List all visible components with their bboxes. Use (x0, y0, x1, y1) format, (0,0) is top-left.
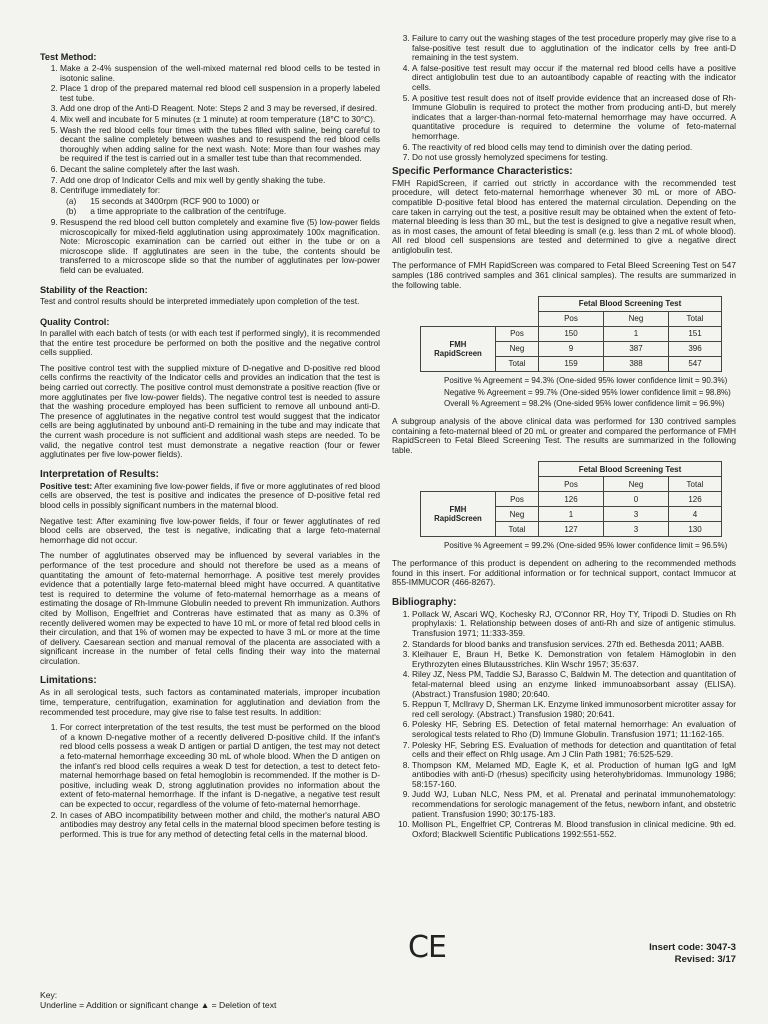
table-cell: 396 (669, 342, 722, 357)
bibliography-item: 10. Mollison PL, Engelfriet CP, Contreras M. Blood transfusion in clinical medicine. 9th ed. Oxford; Blackwell Scientific Publications 1992:551-552. (412, 820, 736, 839)
limitations-list-left (40, 723, 380, 839)
table-cell: 387 (604, 342, 669, 357)
bibliography-item: 3. Kleihauer E, Braun H, Betke K. Demonstration von fetalem Hämoglobin in den Erythrozyten eines Blutausstriches. Klin Wschr 1957; 35:637. (412, 650, 736, 669)
column-header: Pos (539, 312, 604, 327)
column-header: Total (669, 477, 722, 492)
row-label: Pos (496, 492, 539, 507)
key-title: Key: (40, 990, 58, 1000)
negative-test-text: After examining five low-power fields, if four or fewer agglutinates of red blood cells are observed, the test is negative, indicating that a large feto-maternal hemorrhage did not occur. (40, 515, 380, 545)
left-column (40, 52, 380, 843)
column-header: Neg (604, 477, 669, 492)
row-label: Neg (496, 342, 539, 357)
bibliography-item: 4. Riley JZ, Ness PM, Taddie SJ, Barasso C, Baldwin M. The detection and quantitation of fetal-maternal bleed using an enzyme linked immunoabsorbant assay (ELISA). (Abstract.) Transfusion 1980; 20:640. (412, 670, 736, 699)
agreement-stat: Negative % Agreement = 99.7% (One-sided 95% lower confidence limit = 98.8%) (444, 387, 731, 397)
table-cell: 130 (669, 522, 722, 537)
table-row (421, 492, 722, 507)
row-group-label: FMH RapidScreen (421, 327, 496, 372)
table-cell: 547 (669, 357, 722, 372)
test-method-steps (40, 64, 380, 275)
stability-text: Test and control results should be interpreted immediately upon completion of the test. (40, 296, 360, 307)
test-step: 1. Make a 2-4% suspension of the well-mixed maternal red blood cells to be tested in isotonic saline. (60, 64, 380, 83)
centrifuge-options (60, 197, 380, 217)
limitation-item: 3. Failure to carry out the washing stages of the test procedure properly may give rise to a false-positive test result due to agglutination of the indicator cells by free anti-D remaining in the test system. (412, 34, 736, 63)
bibliography-item: 7. Polesky HF, Sebring ES. Evaluation of methods for detection and quantitation of fetal cells and their effect on RhIg usage. Am J Clin Path 1981; 76:525-529. (412, 741, 736, 760)
performance-paragraph: A subgroup analysis of the above clinical data was performed for 130 contrived samples containing a feto-maternal bleed of 20 mL or greater and compared the performance of FMH RapidScreen to Fetal Bleed Screening Test. The results are summarized in the following table. (392, 416, 736, 455)
table-cell: 126 (669, 492, 722, 507)
column-header: Pos (539, 477, 604, 492)
test-step: 7. Add one drop of Indicator Cells and mix well by gently shaking the tube. (60, 176, 380, 186)
bibliography-item: 5. Reppun T, McIlravy D, Sherman LK. Enzyme linked immunosorbent microtiter assay for red cell serology. (Abstract.) Transfusion 1980; 20:641. (412, 700, 736, 719)
table-cell: 9 (539, 342, 604, 357)
test-step-text: Centrifuge immediately for: (60, 185, 161, 196)
limitations-intro: As in all serological tests, such factors as contaminated materials, improper incubation time, temperature, centrifugation, examination for agglutination and deviation from the recommended test procedure, may give rise to false test results. In addition: (40, 687, 380, 717)
agreement-stat: Positive % Agreement = 99.2% (One-sided 95% lower confidence limit = 96.5%) (444, 541, 728, 551)
row-label: Neg (496, 507, 539, 522)
table-cell: 4 (669, 507, 722, 522)
positive-test-paragraph (40, 482, 380, 511)
test-step: 6. Decant the saline completely after the last wash. (60, 165, 380, 175)
interpretation-paragraph: The number of agglutinates observed may be influenced by several variables in the performance of the test procedure and should not therefore be used as a means of quantitating the amount of feto-maternal hemorrhage. A positive test merely provides evidence that a potentially large feto-maternal bleed might have occurred. A quantitative test is required to determine the volume of feto-maternal hemorrhage as a means of estimating the dosage of Rh-Immune Globulin needed to prevent Rh immunization. Authors cited by Mollison, Engelfriet and Contreras have estimated that as many as 0.3% of recently delivered women may be expected to have 10 mL or more of fetal red blood cells in their circulation, and that 1% of women may be expected to have 3 mL or more at the time of delivery. Caesarean section and manual removal of the placenta are associated with a significant increase in the number of fetal cells finding their way into the maternal circulation. (40, 550, 380, 666)
limitations-heading: Limitations: (40, 675, 97, 687)
insert-info (649, 942, 736, 966)
centrifuge-option (66, 197, 380, 207)
bibliography-item: 8. Thompson KM, Melamed MD, Eagle K, et al. Production of human IgG and IgM antibodies with anti-D (rhesus) specificity using heterohybridomas. Immunology 1986; 58:157-160. (412, 761, 736, 790)
table-cell: 150 (539, 327, 604, 342)
bibliography-item: 9. Judd WJ, Luban NLC, Ness PM, et al. Prenatal and perinatal immunohematology: recommendations for serologic management of the fetus, newborn infant, and obstetric patient. Transfusion 1990; 30:175-183. (412, 790, 736, 819)
limitation-item: 6. The reactivity of red blood cells may tend to diminish over the dating period. (412, 143, 736, 153)
quality-control-heading: Quality Control: (40, 317, 110, 328)
ce-mark: CE (408, 930, 446, 965)
revision-date: Revised: 3/17 (674, 954, 736, 965)
limitation-item: 4. A false-positive test result may occur if the maternal red blood cells have a positive direct antiglobulin test due to an autoantibody capable of reacting with the indicator cells. (412, 64, 736, 93)
table-cell: 0 (604, 492, 669, 507)
row-group-label: FMH RapidScreen (421, 492, 496, 537)
bibliography-item: 2. Standards for blood banks and transfusion services. 27th ed. Bethesda 2011; AABB. (412, 640, 736, 650)
table-title: Fetal Blood Screening Test (539, 462, 722, 477)
table-cell: 151 (669, 327, 722, 342)
table-cell: 126 (539, 492, 604, 507)
test-step: 3. Add one drop of the Anti-D Reagent. Note: Steps 2 and 3 may be reversed, if desired. (60, 104, 380, 114)
column-header: Neg (604, 312, 669, 327)
test-step (60, 186, 380, 217)
centrifuge-option (66, 207, 380, 217)
positive-test-text: After examining five low-power fields, if five or more agglutinates of red blood cells are observed, the test is positive and indicates the presence of D-positive fetal red blood cells in possibly significant numbers in the maternal blood. (40, 480, 380, 510)
results-table-1 (420, 296, 722, 372)
table-cell: 127 (539, 522, 604, 537)
option-text: 15 seconds at 3400rpm (RCF 900 to 1000) or (90, 195, 260, 206)
results-table-1-wrapper (420, 296, 736, 372)
interpretation-heading: Interpretation of Results: (40, 468, 159, 480)
table-cell: 1 (604, 327, 669, 342)
limitation-item: 1. For correct interpretation of the test results, the test must be performed on the blood of a known D-negative mother of a recently delivered D-positive child. If the infant's red blood cells possess a weak D antigen or partial D antigen, the test may not detect a feto-maternal hemorrhage exceeding 30 mL of whole blood. When the D antigen on the infant's red blood cells requires a weak D test for detection, a test to detect feto-maternal hemorrhage based on fetal hemoglobin is recommended. If the mother is D-positive, including weak D, strong agglutination provides no information about the extent of feto-maternal hemorrhage. If the infant is D-negative, a negative test result can be expected to occur, regardless of the volume of feto-maternal hemorrhage. (60, 723, 380, 809)
option-text: a time appropriate to the calibration of the centrifuge. (90, 206, 287, 217)
bibliography-item: 1. Pollack W, Ascari WQ, Kochesky RJ, O'Connor RR, Hoy TY, Tripodi D. Studies on Rh prophylaxis: 1. Relationship between doses of anti-Rh and size of antigenic stimulus. Transfusion 1971; 11:333-359. (412, 610, 736, 639)
stability-heading: Stability of the Reaction: (40, 285, 148, 296)
positive-test-label: Positive test: (40, 480, 93, 491)
performance-heading: Specific Performance Characteristics: (392, 165, 573, 177)
test-step: 9. Resuspend the red blood cell button completely and examine five (5) low-power fields microscopically for mixed-field agglutination using approximately 100x magnification. Note: Microscopic examination can be carried out either in the tube or on a microscope slide. If agglutinates are seen in the tube, the contents should be transferred to a microscope slide so that the number of agglutinates per low-power field can be evaluated. (60, 218, 380, 276)
bibliography-list (392, 610, 736, 840)
test-method-heading: Test Method: (40, 52, 97, 62)
row-label: Total (496, 522, 539, 537)
key-text: Underline = Addition or significant change ▲ = Deletion of text (40, 1000, 277, 1010)
table-title: Fetal Blood Screening Test (539, 297, 722, 312)
option-mark: (a) (66, 195, 77, 206)
bibliography-heading: Bibliography: (392, 596, 457, 608)
quality-control-paragraph: In parallel with each batch of tests (or with each test if performed singly), it is recommended that the entire test procedure be performed on both the positive and the negative control cells supplied. (40, 328, 380, 358)
row-label: Total (496, 357, 539, 372)
quality-control-paragraph: The positive control test with the supplied mixture of D-negative and D-positive red blood cells confirms the reactivity of the Indicator cells and provides an indication that the test is being carried out correctly. The positive control must demonstrate a positive reaction (five or more agglutinates per five low-power fields). The negative control test is needed to assure that the washing procedure employed has been sufficient to remove all unbound anti-D. The presence of agglutinates in the negative control test would suggest that the indicator cells are being agglutinated by unbound anti-D remaining in the tube and may indicate that the current wash procedure is not sufficient and additional wash steps are needed. To be valid, the negative control test must demonstrate a negative reaction (four or fewer agglutinates per five low-power fields). (40, 362, 380, 460)
results-table-2 (420, 461, 722, 537)
limitations-list-right (392, 34, 736, 163)
table-cell: 3 (604, 522, 669, 537)
option-mark: (b) (66, 206, 77, 217)
performance-paragraph: FMH RapidScreen, if carried out strictly in accordance with the recommended test procedure, will detect feto-maternal hemorrhage whenever 30 mL or more of ABO-compatible D-positive fetal blood has entered the maternal circulation. Depending on the care taken in carrying out the test, a positive result may be obtained when the extent of feto-maternal bleeding is less than 30 mL, but the test is designed to give a negative result when, as in most cases, the amount of fetal bleeding is small (e.g. less than 2 mL of whole blood). All red blood cell suspensions are tested and determined to give a negative direct antiglobulin test. (392, 177, 736, 255)
limitation-item: 7. Do not use grossly hemolyzed specimens for testing. (412, 153, 736, 163)
agreement-stat: Positive % Agreement = 94.3% (One-sided 95% lower confidence limit = 90.3%) (444, 376, 728, 386)
limitation-item: 2. In cases of ABO incompatibility between mother and child, the mother's natural ABO antibodies may destroy any fetal cells in the maternal blood specimen before testing is performed. This is true for any method of detecting fetal cells in the maternal blood. (60, 811, 380, 840)
insert-code: Insert code: 3047-3 (649, 942, 736, 953)
performance-paragraph: The performance of this product is dependent on adhering to the recommended methods found in this insert. For additional information or for technical support, contact Immucor at 855-IMMUCOR (466-8267). (392, 558, 736, 588)
results-table-2-wrapper (420, 461, 736, 537)
key-legend (40, 990, 276, 1010)
test-step: 4. Mix well and incubate for 5 minutes (± 1 minute) at room temperature (18°C to 30°C). (60, 115, 380, 125)
negative-test-label: Negative test: (40, 515, 93, 526)
negative-test-paragraph (40, 517, 380, 546)
table-cell: 159 (539, 357, 604, 372)
table-row (421, 327, 722, 342)
limitation-item: 5. A positive test result does not of itself provide evidence that an increased dose of Rh-Immune Globulin is required to protect the mother from producing anti-D, but merely indicates that a larger-than-normal feto-maternal hemorrhage may have occurred. A quantitative procedure is required to determine the volume of feto-maternal hemorrhage. (412, 94, 736, 142)
column-header: Total (669, 312, 722, 327)
test-step: 5. Wash the red blood cells four times with the tubes filled with saline, being careful to decant the saline completely between washes and to resuspend the red blood cells thoroughly when adding saline for the next wash. Note: More than four washes may be required if the test is carried out in a smaller test tube than that recommended. (60, 126, 380, 164)
table-cell: 388 (604, 357, 669, 372)
agreement-stat: Overall % Agreement = 98.2% (One-sided 95% lower confidence limit = 96.9%) (444, 399, 725, 409)
performance-paragraph: The performance of FMH RapidScreen was compared to Fetal Bleed Screening Test on 547 samples (186 contrived samples and 361 clinical samples). The results are summarized in the following table. (392, 260, 736, 290)
test-step: 2. Place 1 drop of the prepared maternal red blood cell suspension in a properly labeled test tube. (60, 84, 380, 103)
table-cell: 3 (604, 507, 669, 522)
right-column (392, 34, 736, 843)
table-cell: 1 (539, 507, 604, 522)
bibliography-item: 6. Polesky HF, Sebring ES. Detection of fetal maternal hemorrhage: An evaluation of serological tests related to Rho (D) Immune Globulin. Transfusion 1971; 11:162-165. (412, 720, 736, 739)
row-label: Pos (496, 327, 539, 342)
